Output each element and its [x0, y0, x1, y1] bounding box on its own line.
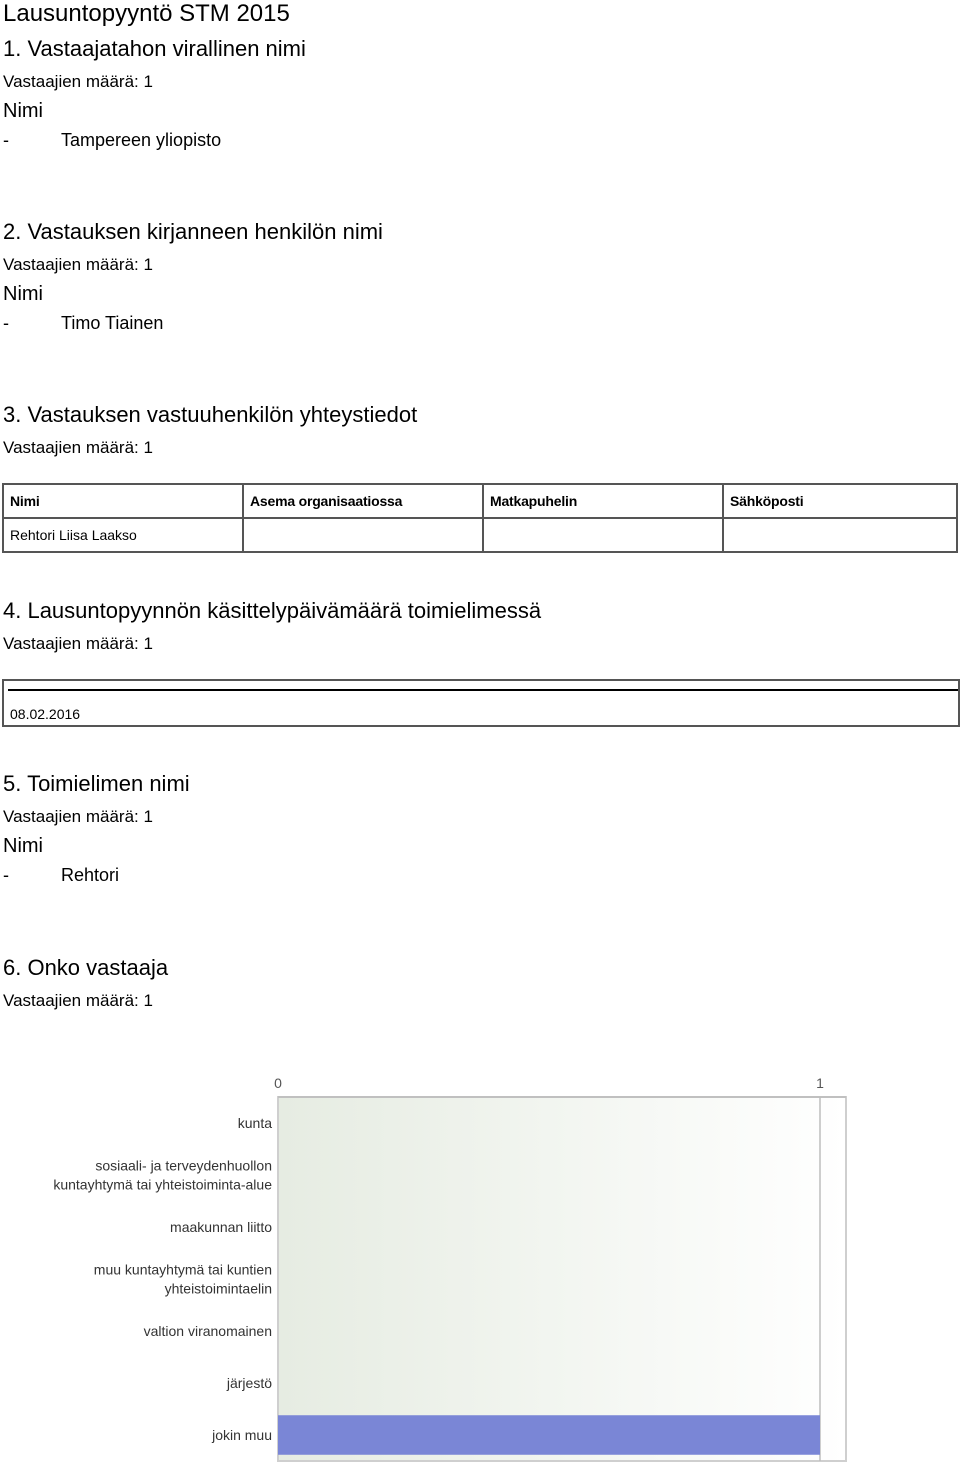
q1-label: Nimi — [3, 100, 43, 122]
plot-area — [278, 1097, 846, 1461]
bar — [278, 1415, 820, 1455]
q1-count: Vastaajien määrä: 1 — [3, 72, 153, 91]
q6-title: 6. Onko vastaaja — [3, 955, 169, 980]
respondent-type-chart — [0, 1060, 960, 1466]
q5-title: 5. Toimielimen nimi — [3, 771, 190, 796]
header-matkapuhelin: Matkapuhelin — [490, 493, 578, 509]
tick-label: 0 — [274, 1075, 282, 1091]
header-nimi: Nimi — [10, 493, 40, 509]
category-label: muu kuntayhtymä tai kuntien yhteistoimintaelin — [93, 1261, 272, 1297]
q2-answer — [3, 313, 163, 334]
table-row — [3, 518, 957, 552]
q1-answer — [3, 130, 221, 151]
cell-matkapuhelin — [483, 518, 723, 552]
category-label: jokin muu — [212, 1427, 272, 1443]
contact-table-header — [3, 484, 957, 518]
cell-nimi: Rehtori Liisa Laakso — [3, 518, 243, 552]
q4-count: Vastaajien määrä: 1 — [3, 634, 153, 653]
category-label: maakunnan liitto — [170, 1219, 272, 1235]
q5-label: Nimi — [3, 835, 43, 857]
date-answer-box — [2, 679, 960, 727]
q1-dash: - — [3, 130, 9, 150]
q2-label: Nimi — [3, 283, 43, 305]
page-title: Lausuntopyyntö STM 2015 — [3, 0, 290, 27]
q5-answer-text: Rehtori — [61, 865, 120, 885]
category-label: järjestö — [226, 1375, 272, 1391]
date-answer: 08.02.2016 — [10, 706, 81, 722]
q1-title: 1. Vastaajatahon virallinen nimi — [3, 36, 306, 61]
q5-count: Vastaajien määrä: 1 — [3, 807, 153, 826]
category-label: sosiaali- ja terveydenhuollon kuntayhtymä tai yhteistoiminta-alue — [53, 1157, 272, 1193]
q2-dash: - — [3, 313, 9, 333]
category-label: kunta — [237, 1115, 272, 1131]
q5-answer — [3, 865, 119, 886]
q4-title: 4. Lausuntopyynnön käsittelypäivämäärä toimielimessä — [3, 598, 542, 623]
q2-answer-text: Timo Tiainen — [61, 313, 164, 333]
q2-title: 2. Vastauksen kirjanneen henkilön nimi — [3, 219, 383, 244]
category-label: valtion viranomainen — [143, 1323, 272, 1339]
q3-title: 3. Vastauksen vastuuhenkilön yhteystiedot — [3, 402, 418, 427]
header-asema: Asema organisaatiossa — [250, 493, 403, 509]
tick-label: 1 — [816, 1075, 824, 1091]
cell-sahkoposti — [723, 518, 957, 552]
header-sahkoposti: Sähköposti — [730, 493, 804, 509]
cell-asema — [243, 518, 483, 552]
q5-dash: - — [3, 865, 9, 885]
q2-count: Vastaajien määrä: 1 — [3, 255, 153, 274]
date-box-divider — [8, 689, 958, 691]
q1-answer-text: Tampereen yliopisto — [61, 130, 222, 150]
q3-count: Vastaajien määrä: 1 — [3, 438, 153, 457]
contact-table — [2, 483, 958, 553]
q6-count: Vastaajien määrä: 1 — [3, 991, 153, 1010]
